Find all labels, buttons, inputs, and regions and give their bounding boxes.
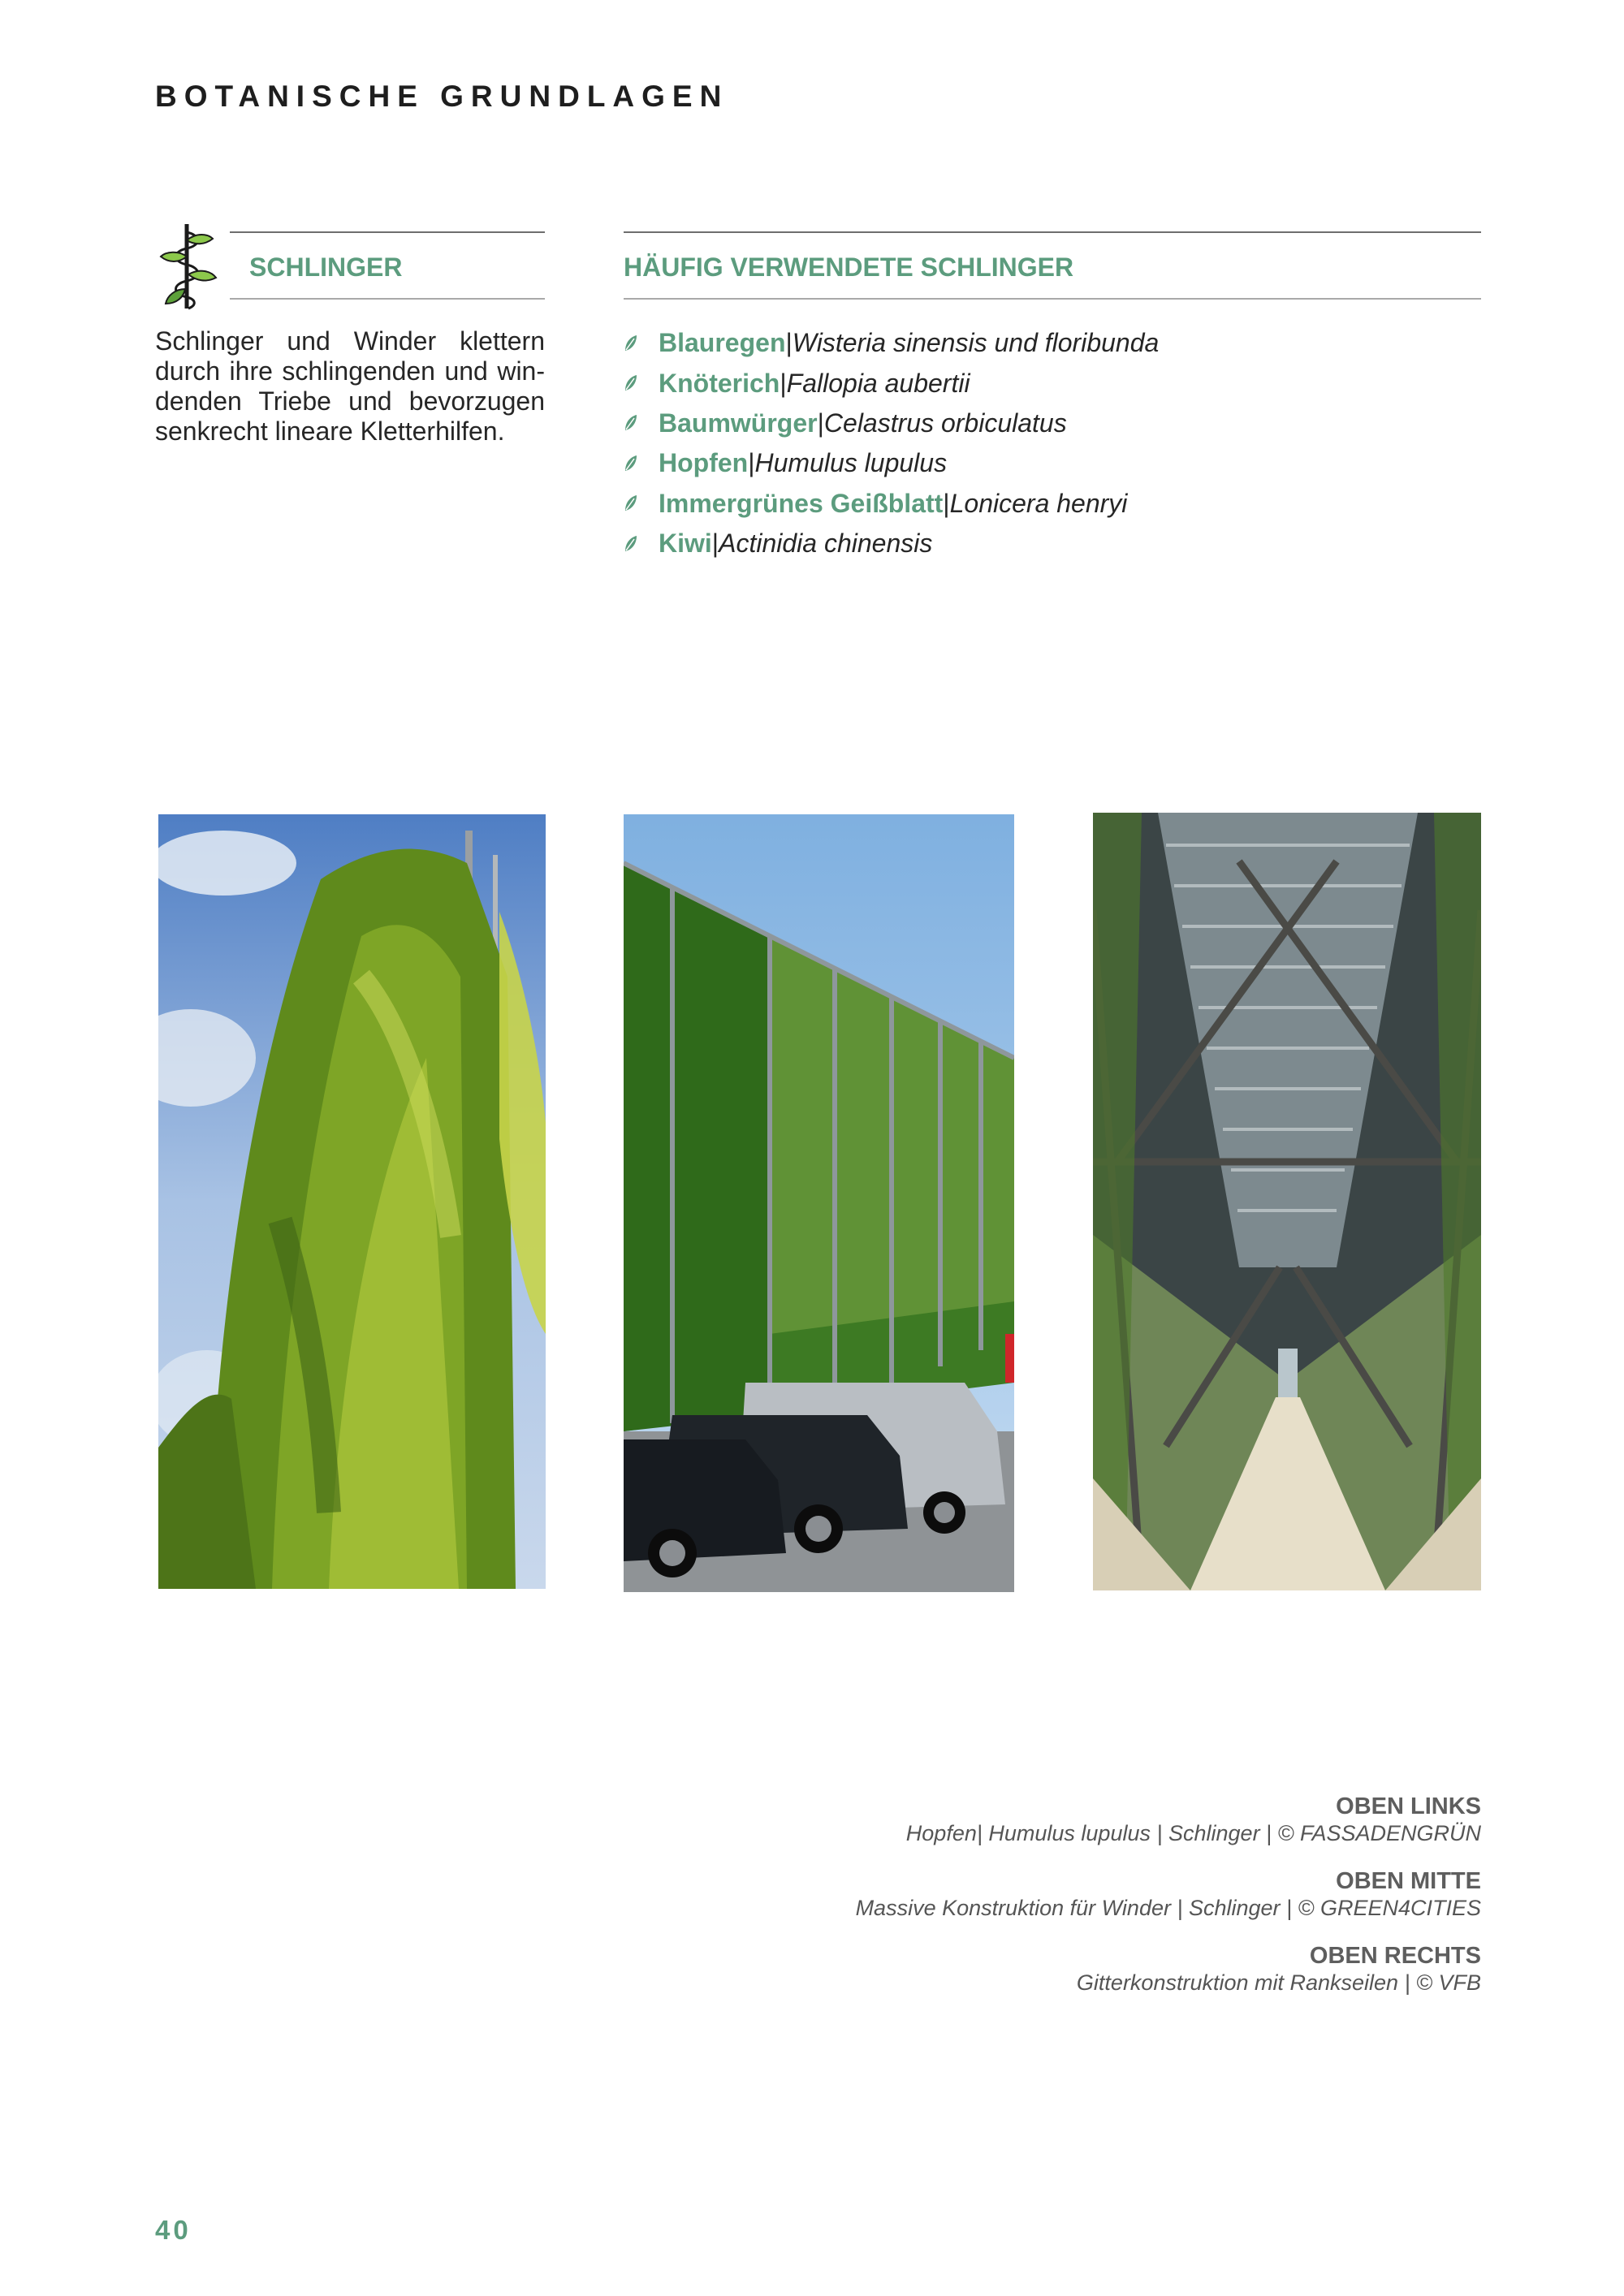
species-item bbox=[624, 323, 1159, 363]
photo-hop-pole bbox=[158, 814, 546, 1589]
species-separator: | bbox=[711, 529, 719, 559]
species-latin-name: Fallopia aubertii bbox=[786, 368, 970, 398]
species-item bbox=[624, 404, 1159, 443]
caption-title: OBEN LINKS bbox=[1336, 1793, 1481, 1819]
species-item bbox=[624, 443, 1159, 483]
caption-text: Massive Konstruktion für Winder | Schlinger | © GREEN4CITIES bbox=[855, 1896, 1481, 1920]
species-common-name: Hopfen bbox=[659, 448, 749, 478]
section-rule-bottom bbox=[230, 298, 545, 300]
species-latin-name: Celastrus orbiculatus bbox=[823, 408, 1067, 438]
leaf-icon bbox=[624, 334, 638, 352]
species-common-name: Baumwürger bbox=[659, 408, 818, 438]
twining-plant-icon bbox=[154, 221, 222, 312]
leaf-icon bbox=[624, 414, 638, 432]
section-title: SCHLINGER bbox=[249, 252, 403, 282]
species-common-name: Knöterich bbox=[659, 368, 780, 398]
species-separator: | bbox=[748, 448, 755, 478]
section-intro: Schlinger und Winder klettern durch ihre schlingenden und win-denden Triebe und bevorzugen senkrecht lineare Kletterhilfen. bbox=[155, 326, 545, 446]
species-separator: | bbox=[780, 368, 787, 398]
species-item bbox=[624, 524, 1159, 563]
caption-title: OBEN RECHTS bbox=[1309, 1943, 1481, 1969]
species-rule-top bbox=[624, 231, 1481, 233]
species-latin-name: Actinidia chinensis bbox=[719, 529, 933, 559]
caption-text: Gitterkonstruktion mit Rankseilen | © VFB bbox=[1076, 1970, 1481, 1995]
leaf-icon bbox=[624, 374, 638, 392]
running-head: BOTANISCHE GRUNDLAGEN bbox=[155, 80, 729, 113]
species-item bbox=[624, 363, 1159, 403]
species-latin-name: Humulus lupulus bbox=[754, 448, 948, 478]
caption-text: Hopfen| Humulus lupulus | Schlinger | © FASSADENGRÜN bbox=[905, 1821, 1481, 1845]
species-common-name: Blauregen bbox=[659, 328, 786, 358]
species-common-name: Kiwi bbox=[659, 529, 712, 559]
page-number: 40 bbox=[155, 2215, 192, 2245]
leaf-icon bbox=[624, 494, 638, 512]
species-title: HÄUFIG VERWENDETE SCHLINGER bbox=[624, 252, 1074, 282]
photo-green-facade-parking bbox=[624, 814, 1014, 1592]
leaf-icon bbox=[624, 535, 638, 553]
species-item bbox=[624, 484, 1159, 524]
species-list bbox=[624, 323, 1159, 563]
species-separator: | bbox=[785, 328, 793, 358]
species-latin-name: Wisteria sinensis und floribunda bbox=[792, 328, 1160, 358]
species-latin-name: Lonicera henryi bbox=[949, 488, 1128, 518]
species-separator: | bbox=[817, 408, 824, 438]
species-common-name: Immergrünes Geißblatt bbox=[659, 488, 944, 518]
photo-captions bbox=[669, 1793, 1481, 2017]
species-rule-bottom bbox=[624, 298, 1481, 300]
species-separator: | bbox=[943, 488, 950, 518]
photo-lattice-pergola bbox=[1093, 813, 1481, 1590]
caption-title: OBEN MITTE bbox=[1336, 1868, 1481, 1894]
leaf-icon bbox=[624, 455, 638, 473]
section-rule-top bbox=[230, 231, 545, 233]
